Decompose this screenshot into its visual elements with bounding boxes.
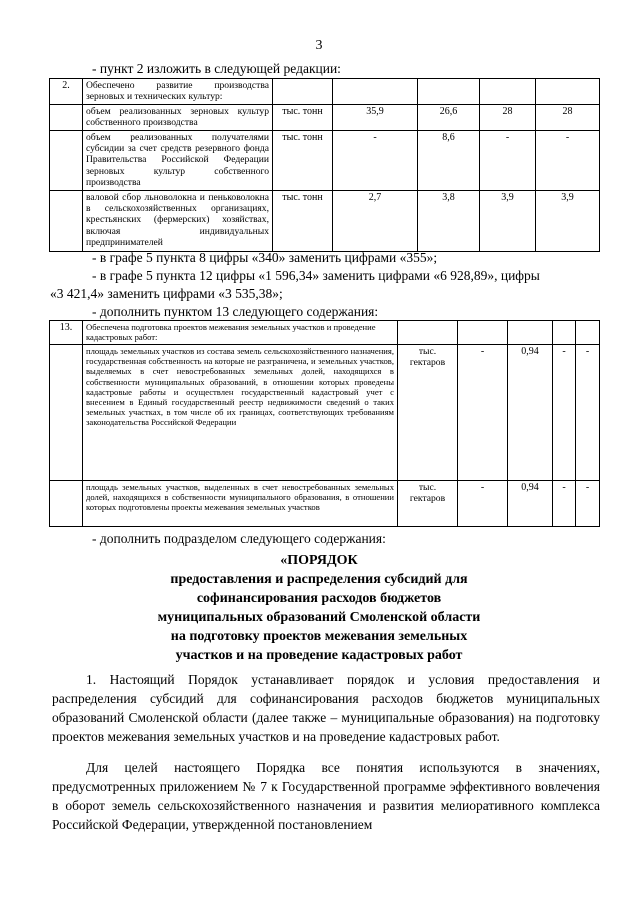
row-number [50, 130, 83, 190]
heading-line: софинансирования расходов бюджетов [196, 591, 442, 606]
unit-cell [273, 79, 333, 105]
indicator-name: объем реализованных зерновых культур собственного производства [83, 104, 273, 130]
value-cell: 28 [536, 104, 600, 130]
value-cell: - [576, 481, 600, 527]
value-cell: - [553, 345, 576, 481]
value-cell: 28 [480, 104, 536, 130]
paragraph-1: 1. Настоящий Порядок устанавливает порядок и условия предоставления и распределения субсидий для софинансирования расходов бюджетов муниципальных образований Смоленской области (далее также – муниципальные образования) на подготовку проектов межевания земельных участков и на проведение кадастровых работ. [52, 672, 600, 744]
row-number: 13. [50, 321, 83, 345]
value-cell: - [553, 481, 576, 527]
value-cell: 0,94 [508, 481, 553, 527]
table-row [50, 345, 600, 481]
heading-line: предоставления и распределения субсидий для [170, 572, 468, 587]
value-cell: 8,6 [418, 130, 480, 190]
indicator-name: площадь земельных участков из состава земель сельскохозяйственного назначения, государственная собственность на которые не разграничена, и земельных участков, выделяемых в счет невостребованных земельных долей, находящихся в собственности муниципальных образований, в отношении которых проведены кадастровые работы и осуществлен государственный кадастровый учет с внесением в Единый государственный реестр недвижимости сведений о таких земельных участках, в том числе об их границах, соответствующих требованиям законодательства Российской Федерации [83, 345, 398, 481]
indicator-name: Обеспечена подготовка проектов межевания земельных участков и проведение кадастровых работ: [83, 321, 398, 345]
value-cell: 0,94 [508, 345, 553, 481]
value-cell: 26,6 [418, 104, 480, 130]
document-heading [0, 551, 638, 665]
table-row [50, 104, 600, 130]
indicator-name: валовой сбор льноволокна и пеньковолокна в сельскохозяйственных организациях, крестьянских (фермерских) хозяйствах, включая индивидуальных предпринимателей [83, 190, 273, 251]
table-row [50, 321, 600, 345]
heading-line: на подготовку проектов межевания земельных [170, 629, 468, 644]
value-cell [576, 321, 600, 345]
value-cell: 3,9 [480, 190, 536, 251]
value-cell: 3,8 [418, 190, 480, 251]
unit-cell: тыс. тонн [273, 130, 333, 190]
value-cell: - [576, 345, 600, 481]
value-cell: 3,9 [536, 190, 600, 251]
unit-cell: тыс. гектаров [398, 345, 458, 481]
row-number [50, 481, 83, 527]
indicator-name: объем реализованных получателями субсидии за счет средств резервного фонда Правительства Российской Федерации зерновых культур собственного производства [83, 130, 273, 190]
amendment-point12: - в графе 5 пункта 12 цифры «1 596,34» заменить цифрами «6 928,89», цифры [92, 268, 540, 283]
row-number [50, 190, 83, 251]
value-cell [480, 79, 536, 105]
value-cell [536, 79, 600, 105]
table-row [50, 190, 600, 251]
value-cell: - [536, 130, 600, 190]
value-cell [553, 321, 576, 345]
value-cell [508, 321, 553, 345]
table-row [50, 79, 600, 105]
value-cell: - [480, 130, 536, 190]
paragraph-2: Для целей настоящего Порядка все понятия используются в значениях, предусмотренных приложением № 7 к Государственной программе эффективного вовлечения в оборот земель сельскохозяйственного назначения и развития мелиоративного комплекса Российской Федерации, утвержденной постановлением [52, 760, 600, 832]
heading-line: «ПОРЯДОК [280, 553, 358, 568]
table-point2 [49, 78, 600, 252]
unit-cell [398, 321, 458, 345]
amendment-subsection: - дополнить подразделом следующего содержания: [92, 531, 386, 546]
table-point13 [49, 320, 600, 527]
indicator-name: площадь земельных участков, выделенных в счет невостребованных земельных долей, находящихся в собственности муниципального образования, в отношении которых подготовлены проекты межевания земельных участков [83, 481, 398, 527]
heading-line: муниципальных образований Смоленской области [157, 610, 481, 625]
value-cell: - [333, 130, 418, 190]
page-number: 3 [315, 38, 323, 53]
value-cell [333, 79, 418, 105]
value-cell [418, 79, 480, 105]
value-cell: 2,7 [333, 190, 418, 251]
row-number [50, 104, 83, 130]
value-cell: - [458, 481, 508, 527]
amendment-point12-cont: «3 421,4» заменить цифрами «3 535,38»; [50, 286, 283, 301]
value-cell [458, 321, 508, 345]
amendment-point8: - в графе 5 пункта 8 цифры «340» заменить цифрами «355»; [92, 250, 438, 265]
heading-line: участков и на проведение кадастровых работ [175, 648, 463, 663]
amendment-point2: - пункт 2 изложить в следующей редакции: [92, 61, 341, 76]
unit-cell: тыс. тонн [273, 104, 333, 130]
row-number [50, 345, 83, 481]
row-number: 2. [50, 79, 83, 105]
table-row [50, 130, 600, 190]
unit-cell: тыс. тонн [273, 190, 333, 251]
value-cell: 35,9 [333, 104, 418, 130]
table-row [50, 481, 600, 527]
value-cell: - [458, 345, 508, 481]
indicator-name: Обеспечено развитие производства зерновых и технических культур: [83, 79, 273, 105]
unit-cell: тыс. гектаров [398, 481, 458, 527]
amendment-point13: - дополнить пунктом 13 следующего содержания: [92, 304, 379, 319]
